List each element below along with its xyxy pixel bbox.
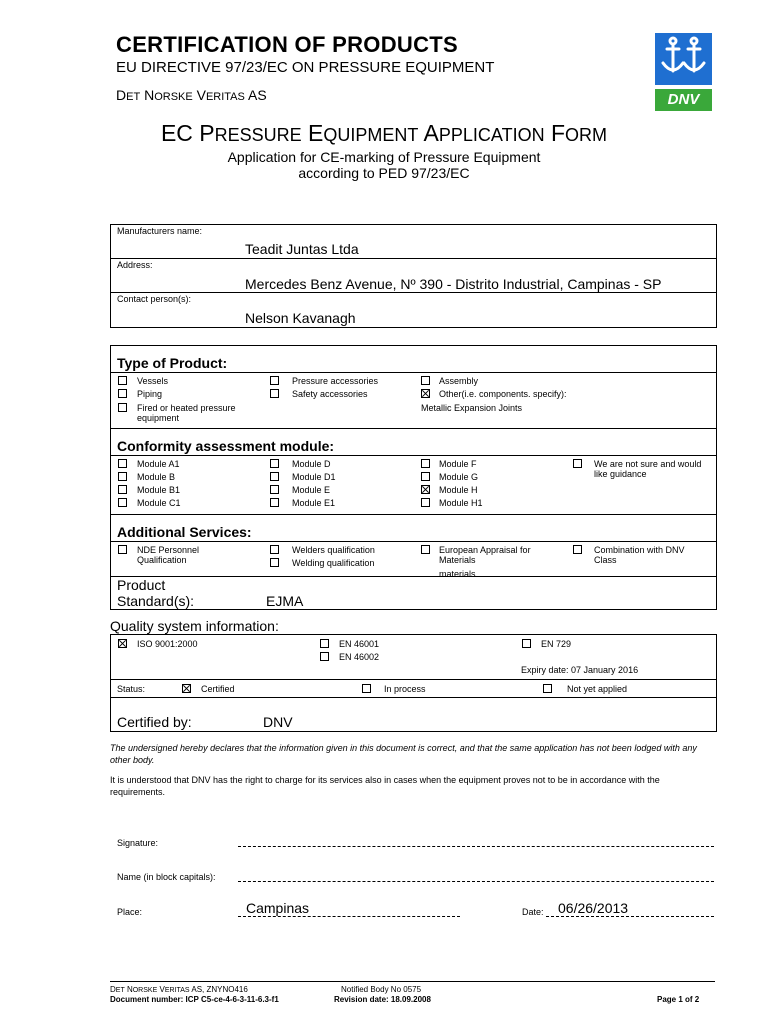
module-d-checkbox[interactable] (270, 459, 279, 468)
place-field[interactable]: Campinas (246, 900, 310, 916)
footer-page-number: Page 1 of 2 (657, 995, 700, 1004)
welders-qualification-label: Welders qualification (292, 545, 375, 555)
pressure-accessories-label: Pressure accessories (292, 376, 379, 386)
not-sure-checkbox[interactable] (573, 459, 582, 468)
module-b-label: Module B (137, 472, 176, 482)
signature-line[interactable] (238, 846, 714, 847)
dnv-logo-text: DNV (667, 91, 700, 108)
module-e-label: Module E (292, 485, 331, 495)
directive-subtitle: EU DIRECTIVE 97/23/EC ON PRESSURE EQUIPMENT (116, 59, 495, 76)
fired-equipment-checkbox[interactable] (118, 403, 127, 412)
assembly-checkbox[interactable] (421, 376, 430, 385)
name-line[interactable] (238, 881, 714, 882)
in-process-label: In process (384, 684, 426, 694)
footer-notified-body: Notified Body No 0575 (341, 985, 422, 994)
form-subtitle-line-2: according to PED 97/23/EC (298, 165, 470, 181)
product-standard-label-line-1: Product (117, 577, 166, 593)
iso-9001-checkbox[interactable] (118, 639, 127, 648)
form-title: EC PRESSURE EQUIPMENT APPLICATION FORM (160, 120, 608, 146)
module-b1-label: Module B1 (137, 485, 181, 495)
conformity-heading: Conformity assessment module: (117, 438, 335, 454)
address-label: Address: (117, 260, 153, 270)
quality-system-heading: Quality system information: (110, 618, 279, 634)
certification-title: CERTIFICATION OF PRODUCTS (116, 32, 458, 57)
nde-personnel-checkbox[interactable] (118, 545, 127, 554)
name-label: Name (in block capitals): (117, 872, 216, 882)
in-process-checkbox[interactable] (362, 684, 371, 693)
pressure-accessories-checkbox[interactable] (270, 376, 279, 385)
additional-services-heading: Additional Services: (117, 524, 252, 540)
en-46001-checkbox[interactable] (320, 639, 329, 648)
assembly-label: Assembly (439, 376, 479, 386)
module-g-label: Module G (439, 472, 479, 482)
other-label: Other(i.e. components. specify): (439, 389, 567, 399)
not-sure-label: We are not sure and would like guidance (594, 459, 702, 479)
module-f-checkbox[interactable] (421, 459, 430, 468)
vessels-checkbox[interactable] (118, 376, 127, 385)
date-line (546, 916, 714, 917)
contact-field[interactable]: Nelson Kavanagh (245, 310, 356, 326)
module-b1-checkbox[interactable] (118, 485, 127, 494)
manufacturer-label: Manufacturers name: (117, 226, 203, 236)
footer-document-number: Document number: ICP C5-ce-4-6-3-11-6.3-f1 (110, 995, 279, 1004)
module-f-label: Module F (439, 459, 477, 469)
place-line (238, 916, 460, 917)
module-c1-label: Module C1 (137, 498, 181, 508)
product-standard-label-line-2: Standard(s): (117, 593, 195, 609)
charges-text: It is understood that DNV has the right to charge for its services also in cases when the equipment proves not to be in accordance with the requirements. (110, 775, 660, 797)
piping-label: Piping (137, 389, 163, 399)
type-of-product-heading: Type of Product: (117, 355, 228, 371)
module-d1-label: Module D1 (292, 472, 336, 482)
vessels-label: Vessels (137, 376, 169, 386)
certified-by-label: Certified by: (117, 714, 192, 730)
en-729-checkbox[interactable] (522, 639, 531, 648)
module-a1-checkbox[interactable] (118, 459, 127, 468)
en-46002-checkbox[interactable] (320, 652, 329, 661)
en-46002-label: EN 46002 (339, 652, 380, 662)
module-e-checkbox[interactable] (270, 485, 279, 494)
other-checkbox[interactable] (421, 389, 430, 398)
module-h1-label: Module H1 (439, 498, 483, 508)
date-field[interactable]: 06/26/2013 (558, 900, 629, 916)
welding-qualification-checkbox[interactable] (270, 558, 279, 567)
manufacturer-field[interactable]: Teadit Juntas Ltda (245, 241, 359, 257)
european-appraisal-label: European Appraisal for Materials (439, 545, 531, 565)
company-name: DET NORSKE VERITAS AS (116, 87, 267, 103)
module-g-checkbox[interactable] (421, 472, 430, 481)
date-label: Date: (522, 907, 544, 917)
en-46001-label: EN 46001 (339, 639, 380, 649)
certified-by-field[interactable]: DNV (263, 714, 293, 730)
fired-equipment-label: Fired or heated pressure equipment (137, 403, 236, 423)
european-appraisal-checkbox[interactable] (421, 545, 430, 554)
footer-company: DET NORSKE VERITAS AS, ZNYNO416 (110, 985, 248, 994)
module-e1-checkbox[interactable] (270, 498, 279, 507)
certified-checkbox[interactable] (182, 684, 191, 693)
product-standard-field[interactable]: EJMA (266, 593, 304, 609)
safety-accessories-checkbox[interactable] (270, 389, 279, 398)
dnv-class-checkbox[interactable] (573, 545, 582, 554)
module-a1-label: Module A1 (137, 459, 180, 469)
module-h-checkbox[interactable] (421, 485, 430, 494)
contact-label: Contact person(s): (117, 294, 192, 304)
expiry-date: Expiry date: 07 January 2016 (521, 665, 639, 675)
form-subtitle-line-1: Application for CE-marking of Pressure Equipment (227, 149, 541, 165)
module-h-label: Module H (439, 485, 478, 495)
module-b-checkbox[interactable] (118, 472, 127, 481)
iso-9001-label: ISO 9001:2000 (137, 639, 198, 649)
address-field[interactable]: Mercedes Benz Avenue, Nº 390 - Distrito Industrial, Campinas - SP (245, 276, 662, 292)
dnv-logo (655, 33, 712, 111)
module-d-label: Module D (292, 459, 331, 469)
en-729-label: EN 729 (541, 639, 572, 649)
nde-personnel-label: NDE Personnel Qualification (137, 545, 200, 565)
place-label: Place: (117, 907, 143, 917)
piping-checkbox[interactable] (118, 389, 127, 398)
european-appraisal-overflow-text: materials (439, 569, 476, 576)
quality-system-box (110, 634, 717, 732)
declaration-text: The undersigned hereby declares that the information given in this document is correct, and that the same application has not been lodged with any other body. (110, 743, 697, 765)
welding-qualification-label: Welding qualification (292, 558, 375, 568)
welders-qualification-checkbox[interactable] (270, 545, 279, 554)
not-yet-applied-checkbox[interactable] (543, 684, 552, 693)
signature-label: Signature: (117, 838, 159, 848)
module-h1-checkbox[interactable] (421, 498, 430, 507)
status-label: Status: (117, 684, 146, 694)
module-c1-checkbox[interactable] (118, 498, 127, 507)
other-specify-field[interactable]: Metallic Expansion Joints (421, 403, 523, 413)
module-d1-checkbox[interactable] (270, 472, 279, 481)
dnv-class-label: Combination with DNV Class (594, 545, 685, 565)
form-subtitle (0, 149, 768, 181)
footer-revision-date: Revision date: 18.09.2008 (334, 995, 431, 1004)
certified-label: Certified (201, 684, 235, 694)
not-yet-applied-label: Not yet applied (567, 684, 628, 694)
safety-accessories-label: Safety accessories (292, 389, 368, 399)
module-e1-label: Module E1 (292, 498, 336, 508)
